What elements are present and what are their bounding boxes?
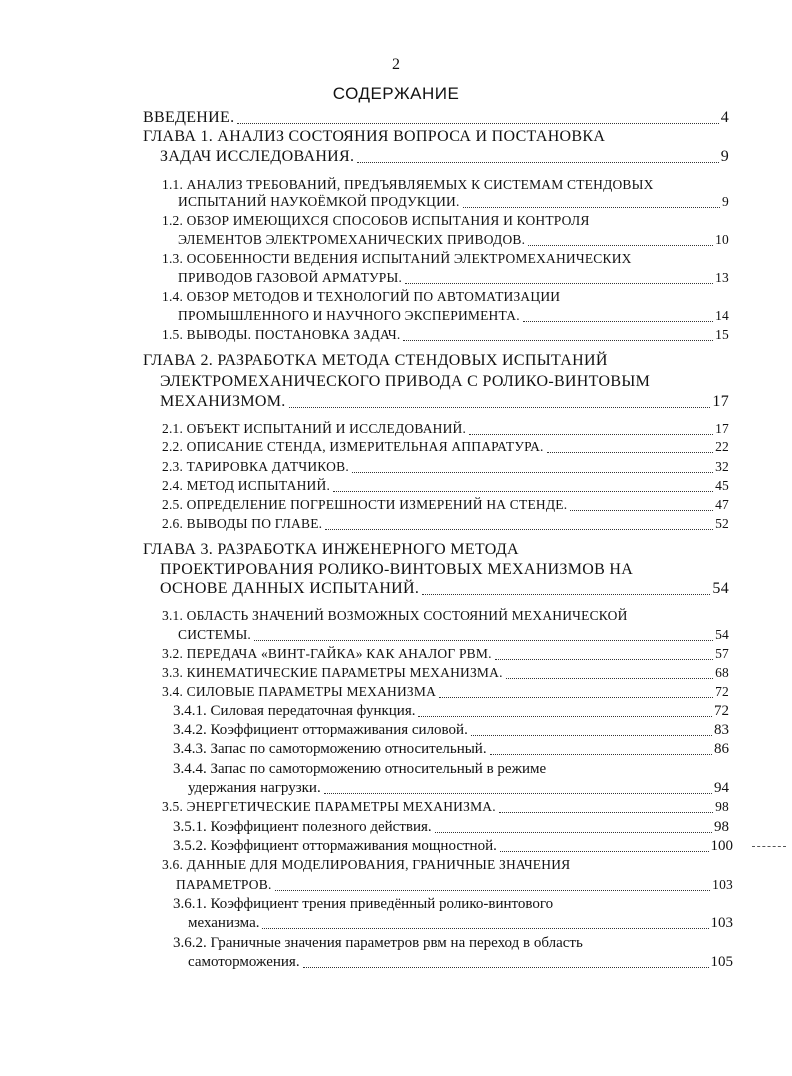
section-1-1-title: 1.1. АНАЛИЗ ТРЕБОВАНИЙ, ПРЕДЪЯВЛЯЕМЫХ К СИСТЕМАМ СТЕНДОВЫХ: [162, 177, 654, 192]
toc-entry-3-3[interactable]: [162, 664, 729, 682]
leader-dots: [490, 754, 712, 755]
toc-page-number: 52: [715, 516, 729, 531]
page-title: СОДЕРЖАНИЕ: [332, 84, 460, 103]
toc-page-number: 94: [714, 780, 729, 796]
toc-page-number: 100: [710, 838, 733, 854]
toc-page-number: 54: [712, 580, 729, 597]
toc-page-number: 14: [715, 308, 729, 323]
toc-entry-intro[interactable]: [143, 109, 729, 127]
toc-page-number: 17: [715, 421, 729, 436]
toc-entry-label: 2.5. ОПРЕДЕЛЕНИЕ ПОГРЕШНОСТИ ИЗМЕРЕНИЙ НА СТЕНДЕ.: [162, 497, 568, 512]
leader-dots: [289, 407, 711, 408]
toc-entry-chapter-2[interactable]: [160, 393, 729, 411]
toc-entry-3-6-1[interactable]: [188, 914, 733, 932]
toc-entry-label: 2.2. ОПИСАНИЕ СТЕНДА, ИЗМЕРИТЕЛЬНАЯ АППАРАТУРА.: [162, 439, 544, 454]
toc-page-number: 22: [715, 439, 729, 454]
toc-page-number: 103: [712, 877, 733, 892]
toc-entry-label: 3.5. ЭНЕРГЕТИЧЕСКИЕ ПАРАМЕТРЫ МЕХАНИЗМА.: [162, 799, 496, 814]
toc-entry-3-4-3[interactable]: [173, 740, 729, 758]
toc-entry-label: ПАРАМЕТРОВ.: [176, 877, 272, 892]
toc-entry-label: ВВЕДЕНИЕ.: [143, 109, 235, 126]
toc-entry-label: 2.1. ОБЪЕКТ ИСПЫТАНИЙ И ИССЛЕДОВАНИЙ.: [162, 421, 467, 436]
toc-entry-1-4[interactable]: [178, 307, 729, 325]
leader-dots: [469, 434, 713, 435]
toc-entry-3-5-1[interactable]: [173, 818, 729, 836]
toc-page-number: 98: [715, 799, 729, 814]
toc-entry-3-5[interactable]: [162, 798, 729, 816]
toc-entry-3-4-1[interactable]: [173, 702, 729, 720]
toc-entry-label: 3.5.1. Коэффициент полезного действия.: [173, 819, 432, 835]
toc-entry-label: МЕХАНИЗМОМ.: [160, 393, 286, 410]
leader-dots: [500, 851, 709, 852]
leader-dots: [570, 510, 713, 511]
toc-page-number: 103: [710, 915, 733, 931]
toc-entry-label: 3.4. СИЛОВЫЕ ПАРАМЕТРЫ МЕХАНИЗМА: [162, 684, 437, 699]
leader-dots: [439, 697, 713, 698]
toc-page-number: 86: [714, 741, 729, 757]
toc-entry-label: 1.5. ВЫВОДЫ. ПОСТАНОВКА ЗАДАЧ.: [162, 327, 401, 342]
toc-page-number: 10: [715, 232, 729, 247]
chapter-2-title: ГЛАВА 2. РАЗРАБОТКА МЕТОДА СТЕНДОВЫХ ИСПЫТАНИЙ: [143, 352, 608, 369]
toc-entry-chapter-3[interactable]: [160, 580, 729, 598]
toc-entry-label: ПРИВОДОВ ГАЗОВОЙ АРМАТУРЫ.: [178, 270, 403, 285]
toc-entry-1-3[interactable]: [178, 269, 729, 287]
toc-entry-3-2[interactable]: [162, 645, 729, 663]
toc-entry-3-6[interactable]: [176, 876, 733, 894]
section-3-6-2-title: 3.6.2. Граничные значения параметров рвм на переход в область: [173, 935, 583, 951]
leader-dots: [403, 340, 713, 341]
leader-dots: [471, 735, 712, 736]
leader-dots: [528, 245, 713, 246]
leader-dots: [495, 659, 713, 660]
toc-page-number: 72: [715, 684, 729, 699]
toc-entry-label: 3.5.2. Коэффициент оттормаживания мощностной.: [173, 838, 497, 854]
toc-entry-2-4[interactable]: [162, 477, 729, 495]
toc-page-number: 98: [714, 819, 729, 835]
leader-dots: [405, 283, 713, 284]
toc-entry-label: удержания нагрузки.: [188, 780, 321, 796]
section-3-4-4-title: 3.4.4. Запас по самоторможению относительный в режиме: [173, 761, 547, 777]
toc-page-number: 72: [714, 703, 729, 719]
toc-entry-label: 2.6. ВЫВОДЫ ПО ГЛАВЕ.: [162, 516, 323, 531]
toc-entry-3-6-2[interactable]: [188, 953, 733, 971]
toc-entry-1-2[interactable]: [178, 231, 729, 249]
chapter-1-title: ГЛАВА 1. АНАЛИЗ СОСТОЯНИЯ ВОПРОСА И ПОСТАНОВКА: [143, 128, 606, 145]
toc-entry-label: ИСПЫТАНИЙ НАУКОЁМКОЙ ПРОДУКЦИИ.: [178, 194, 460, 209]
toc-entry-label: 2.3. ТАРИРОВКА ДАТЧИКОВ.: [162, 459, 349, 474]
toc-page-number: 68: [715, 665, 729, 680]
leader-dots: [499, 812, 713, 813]
toc-entry-label: 3.4.2. Коэффициент оттормаживания силовой.: [173, 722, 468, 738]
leader-dots: [333, 491, 713, 492]
toc-page-number: 45: [715, 478, 729, 493]
toc-entry-label: 3.3. КИНЕМАТИЧЕСКИЕ ПАРАМЕТРЫ МЕХАНИЗМА.: [162, 665, 503, 680]
toc-page-number: 54: [715, 627, 729, 642]
leader-dots: [275, 890, 711, 891]
toc-entry-label: 3.2. ПЕРЕДАЧА «ВИНТ-ГАЙКА» КАК АНАЛОГ РВМ.: [162, 646, 492, 661]
section-1-2-title: 1.2. ОБЗОР ИМЕЮЩИХСЯ СПОСОБОВ ИСПЫТАНИЯ И КОНТРОЛЯ: [162, 213, 590, 228]
toc-entry-label: 3.4.1. Силовая передаточная функция.: [173, 703, 416, 719]
leader-dots: [506, 678, 713, 679]
leader-dots: [303, 967, 709, 968]
toc-entry-1-5[interactable]: [162, 326, 729, 344]
toc-page-number: 9: [720, 148, 729, 165]
section-1-3-title: 1.3. ОСОБЕННОСТИ ВЕДЕНИЯ ИСПЫТАНИЙ ЭЛЕКТРОМЕХАНИЧЕСКИХ: [162, 251, 632, 266]
page-number: 2: [392, 56, 400, 73]
toc-entry-label: механизма.: [188, 915, 260, 931]
toc-entry-label: СИСТЕМЫ.: [178, 627, 252, 642]
toc-page-number: 15: [715, 327, 729, 342]
toc-entry-2-5[interactable]: [162, 496, 729, 514]
toc-entry-3-1[interactable]: [178, 626, 729, 644]
leader-dots: [422, 594, 710, 595]
section-3-6-title: 3.6. ДАННЫЕ ДЛЯ МОДЕЛИРОВАНИЯ, ГРАНИЧНЫЕ ЗНАЧЕНИЯ: [162, 857, 571, 872]
toc-page-number: 32: [715, 459, 729, 474]
section-3-1-title: 3.1. ОБЛАСТЬ ЗНАЧЕНИЙ ВОЗМОЖНЫХ СОСТОЯНИЙ МЕХАНИЧЕСКОЙ: [162, 608, 628, 623]
toc-entry-3-5-2[interactable]: [173, 837, 733, 855]
toc-entry-label: ЗАДАЧ ИССЛЕДОВАНИЯ.: [160, 148, 355, 165]
toc-entry-3-4-4[interactable]: [188, 779, 729, 797]
toc-entry-1-1[interactable]: [178, 193, 729, 211]
toc-entry-label: ОСНОВЕ ДАННЫХ ИСПЫТАНИЙ.: [160, 580, 420, 597]
toc-entry-2-2[interactable]: [162, 438, 729, 456]
leader-dots: [262, 928, 708, 929]
section-3-6-1-title: 3.6.1. Коэффициент трения приведённый ролико-винтового: [173, 896, 554, 912]
chapter-3-title: ГЛАВА 3. РАЗРАБОТКА ИНЖЕНЕРНОГО МЕТОДА: [143, 541, 519, 558]
toc-page-number: 57: [715, 646, 729, 661]
toc-page-number: 17: [712, 393, 729, 410]
leader-dots: [237, 123, 718, 124]
leader-dots: [547, 452, 713, 453]
toc-entry-label: самоторможения.: [188, 954, 300, 970]
leader-dots: [523, 321, 713, 322]
toc-entry-label: 2.4. МЕТОД ИСПЫТАНИЙ.: [162, 478, 331, 493]
leader-dots: [418, 716, 712, 717]
toc-page-number: 13: [715, 270, 729, 285]
toc-entry-label: ЭЛЕМЕНТОВ ЭЛЕКТРОМЕХАНИЧЕСКИХ ПРИВОДОВ.: [178, 232, 526, 247]
leader-dots: [325, 529, 713, 530]
toc-page-number: 83: [714, 722, 729, 738]
leader-dots: [357, 162, 718, 163]
leader-dots: [435, 832, 712, 833]
scan-artifact-dash: [752, 846, 786, 847]
toc-entry-3-4[interactable]: [162, 683, 729, 701]
toc-entry-3-4-2[interactable]: [173, 721, 729, 739]
toc-page-number: 105: [710, 954, 733, 970]
toc-entry-2-1[interactable]: [162, 420, 729, 438]
section-1-4-title: 1.4. ОБЗОР МЕТОДОВ И ТЕХНОЛОГИЙ ПО АВТОМАТИЗАЦИИ: [162, 289, 561, 304]
toc-entry-2-3[interactable]: [162, 458, 729, 476]
toc-entry-label: 3.4.3. Запас по самоторможению относительный.: [173, 741, 487, 757]
leader-dots: [254, 640, 713, 641]
leader-dots: [463, 207, 720, 208]
leader-dots: [324, 793, 712, 794]
toc-entry-2-6[interactable]: [162, 515, 729, 533]
toc-page-number: 47: [715, 497, 729, 512]
toc-entry-chapter-1[interactable]: [160, 148, 729, 166]
toc-page-number: 4: [720, 109, 729, 126]
chapter-3-title-line-2: ПРОЕКТИРОВАНИЯ РОЛИКО-ВИНТОВЫХ МЕХАНИЗМОВ НА: [160, 561, 634, 578]
toc-entry-label: ПРОМЫШЛЕННОГО И НАУЧНОГО ЭКСПЕРИМЕНТА.: [178, 308, 520, 323]
toc-page-number: 9: [722, 194, 729, 209]
leader-dots: [352, 472, 713, 473]
chapter-2-title-line-2: ЭЛЕКТРОМЕХАНИЧЕСКОГО ПРИВОДА С РОЛИКО-ВИНТОВЫМ: [160, 373, 651, 390]
